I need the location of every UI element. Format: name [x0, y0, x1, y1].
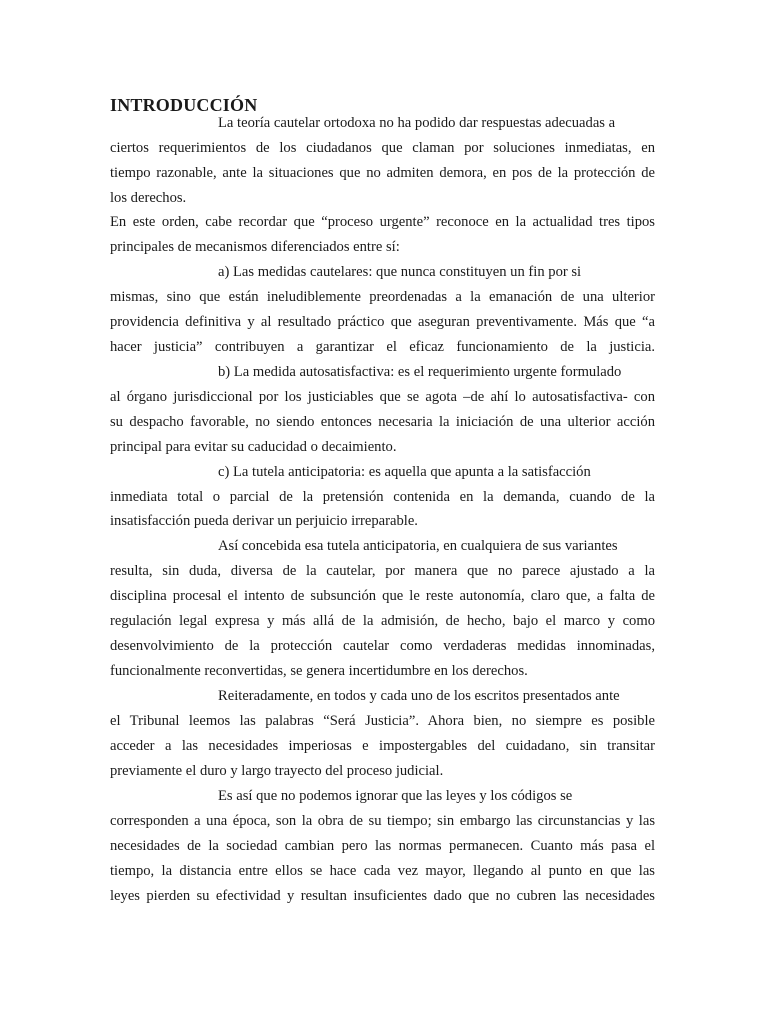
text-line: Es así que no podemos ignorar que las leyes y los códigos se	[218, 788, 573, 804]
text-line: al órgano jurisdiccional por los justiciables que se agota –de ahí lo autosatisfactiva- con	[110, 389, 655, 405]
text-line: a) Las medidas cautelares: que nunca constituyen un fin por si	[218, 264, 582, 280]
text-line: funcionalmente reconvertidas, se genera incertidumbre en los derechos.	[110, 663, 528, 679]
text-line: leyes pierden su efectividad y resultan insuficientes dado que no cubren las necesidades	[110, 888, 655, 904]
text-line: tiempo, la distancia entre ellos se hace cada vez mayor, llegando al punto en que las	[110, 863, 655, 879]
document-title: INTRODUCCIÓN	[110, 95, 258, 115]
text-line: desenvolvimiento de la protección cautelar como verdaderas medidas innominadas,	[110, 638, 655, 654]
text-line: principales de mecanismos diferenciados entre sí:	[110, 239, 400, 255]
text-line: b) La medida autosatisfactiva: es el requerimiento urgente formulado	[218, 364, 622, 380]
text-line: providencia definitiva y al resultado práctico que aseguran preventivamente. Más que “a	[110, 314, 655, 330]
text-line: los derechos.	[110, 190, 187, 206]
text-line: disciplina procesal el intento de subsunción que le reste autonomía, claro que, a falta de	[110, 588, 655, 604]
text-line: ciertos requerimientos de los ciudadanos que claman por soluciones inmediatas, en	[110, 140, 655, 156]
text-line: tiempo razonable, ante la situaciones que no admiten demora, en pos de la protección de	[110, 165, 655, 181]
text-line: insatisfacción pueda derivar un perjuicio irreparable.	[110, 513, 418, 529]
text-line: corresponden a una época, son la obra de su tiempo; sin embargo las circunstancias y las	[110, 813, 655, 829]
text-line: c) La tutela anticipatoria: es aquella que apunta a la satisfacción	[218, 464, 591, 480]
text-line: regulación legal expresa y más allá de la admisión, de hecho, bajo el marco y como	[110, 613, 655, 629]
text-line: Así concebida esa tutela anticipatoria, en cualquiera de sus variantes	[218, 538, 618, 554]
text-line: el Tribunal leemos las palabras “Será Justicia”. Ahora bien, no siempre es posible	[110, 713, 655, 729]
text-line: su despacho favorable, no siendo entonces necesaria la iniciación de una ulterior acción	[110, 414, 655, 430]
text-line: previamente el duro y largo trayecto del proceso judicial.	[110, 763, 444, 779]
text-line: mismas, sino que están ineludiblemente preordenadas a la emanación de una ulterior	[110, 289, 655, 305]
text-line: resulta, sin duda, diversa de la cautelar, por manera que no parece ajustado a la	[110, 563, 655, 579]
text-line: Reiteradamente, en todos y cada uno de los escritos presentados ante	[218, 688, 620, 704]
text-line: hacer justicia” contribuyen a garantizar el eficaz funcionamiento de la justicia.	[110, 339, 655, 355]
text-line: principal para evitar su caducidad o decaimiento.	[110, 439, 397, 455]
text-line: La teoría cautelar ortodoxa no ha podido dar respuestas adecuadas a	[218, 115, 616, 131]
text-line: inmediata total o parcial de la pretensión contenida en la demanda, cuando de la	[110, 489, 655, 505]
text-line: acceder a las necesidades imperiosas e impostergables del cuidadano, sin transitar	[110, 738, 655, 754]
text-line: En este orden, cabe recordar que “proceso urgente” reconoce en la actualidad tres tipos	[110, 214, 655, 230]
text-line: necesidades de la sociedad cambian pero las normas permanecen. Cuanto más pasa el	[110, 838, 655, 854]
